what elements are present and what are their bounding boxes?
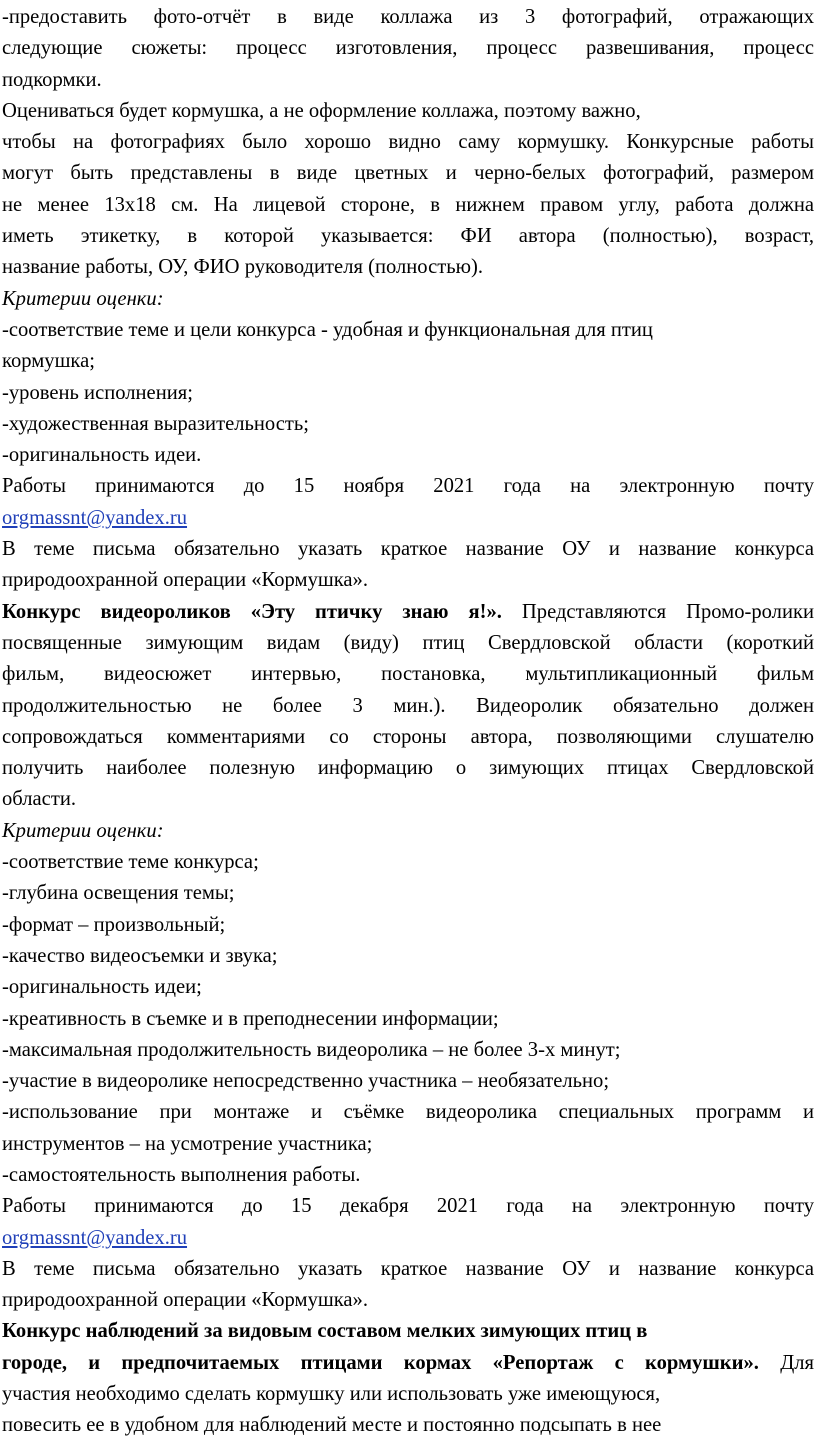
criteria-item: кормушка;	[2, 350, 95, 373]
criteria-item: инструментов – на усмотрение участника;	[2, 1132, 373, 1155]
text-line: природоохранной операции «Кормушка».	[2, 569, 369, 592]
criteria-item: -глубина освещения темы;	[2, 882, 235, 905]
criteria-item: -максимальная продолжительность видеоролика – не более 3-х минут;	[2, 1038, 621, 1061]
text-line: посвященные зимующим видам (виду) птиц Свердловской области (короткий	[2, 631, 814, 654]
criteria-item: -качество видеосъемки и звука;	[2, 944, 278, 967]
text-line: Оцениваться будет кормушка, а не оформление коллажа, поэтому важно,	[2, 99, 641, 122]
text-line: сопровождаться комментариями со стороны автора, позволяющими слушателю	[2, 725, 814, 748]
contest-video-first-line	[2, 597, 814, 628]
text-line: природоохранной операции «Кормушка».	[2, 1289, 369, 1312]
criteria-item: -соответствие теме конкурса;	[2, 851, 259, 874]
text-line: В теме письма обязательно указать краткое название ОУ и название конкурса	[2, 538, 814, 561]
contest-video-title: Конкурс видеороликов «Эту птичку знаю я!».	[2, 600, 502, 623]
text-line: подкормки.	[2, 68, 102, 91]
criteria-item: -самостоятельность выполнения работы.	[2, 1163, 361, 1186]
text-line: название работы, ОУ, ФИО руководителя (полностью).	[2, 256, 484, 279]
deadline-text: Работы принимаются до 15 декабря 2021 года на электронную почту	[2, 1195, 814, 1218]
text-line: -предоставить фото-отчёт в виде коллажа из 3 фотографий, отражающих	[2, 6, 814, 28]
criteria-item: -участие в видеоролике непосредственно участника – необязательно;	[2, 1070, 610, 1093]
text-line: фильм, видеосюжет интервью, постановка, мультипликационный фильм	[2, 663, 814, 686]
text-line: повесить ее в удобном для наблюдений месте и постоянно подсыпать в нее	[2, 1414, 662, 1437]
criteria-heading: Критерии оценки:	[2, 287, 164, 310]
text-fragment: Представляются Промо-ролики	[521, 600, 814, 623]
criteria-item: -оригинальность идеи;	[2, 976, 202, 999]
criteria-item: -оригинальность идеи.	[2, 444, 202, 467]
email-line	[2, 1223, 814, 1254]
text-line: продолжительностью не более 3 мин.). Видеоролик обязательно должен	[2, 694, 814, 717]
text-line: области.	[2, 788, 76, 811]
email-link[interactable]: orgmassnt@yandex.ru	[2, 506, 188, 529]
criteria-item: -креативность в съемке и в преподнесении информации;	[2, 1007, 499, 1030]
criteria-item: -соответствие теме и цели конкурса - удобная и функциональная для птиц	[2, 318, 653, 341]
text-fragment: Для	[780, 1351, 814, 1374]
contest-observation-second-line	[2, 1348, 814, 1379]
text-line: могут быть представлены в виде цветных и черно-белых фотографий, размером	[2, 162, 814, 185]
criteria-item: -художественная выразительность;	[2, 412, 309, 435]
text-line: иметь этикетку, в которой указывается: ФИ автора (полностью), возраст,	[2, 225, 814, 248]
contest-observation-title-end: городе, и предпочитаемых птицами кормах «Репортаж с кормушки».	[2, 1351, 759, 1374]
text-line: участия необходимо сделать кормушку или использовать уже имеющуюся,	[2, 1383, 661, 1406]
text-line: получить наиболее полезную информацию о зимующих птицах Свердловской	[2, 757, 814, 780]
text-line: В теме письма обязательно указать краткое название ОУ и название конкурса	[2, 1257, 814, 1280]
criteria-heading: Критерии оценки:	[2, 819, 164, 842]
criteria-item: -уровень исполнения;	[2, 381, 193, 404]
email-link[interactable]: orgmassnt@yandex.ru	[2, 1226, 188, 1249]
contest-observation-title: Конкурс наблюдений за видовым составом мелких зимующих птиц в	[2, 1320, 648, 1343]
text-line: не менее 13х18 см. На лицевой стороне, в нижнем правом углу, работа должна	[2, 193, 814, 216]
criteria-item: -формат – произвольный;	[2, 913, 226, 936]
email-line	[2, 503, 814, 534]
criteria-item: -использование при монтаже и съёмке видеоролика специальных программ и	[2, 1101, 814, 1124]
text-line: следующие сюжеты: процесс изготовления, процесс развешивания, процесс	[2, 37, 814, 60]
deadline-text: Работы принимаются до 15 ноября 2021 года на электронную почту	[2, 475, 814, 498]
text-line: чтобы на фотографиях было хорошо видно саму кормушку. Конкурсные работы	[2, 131, 814, 154]
